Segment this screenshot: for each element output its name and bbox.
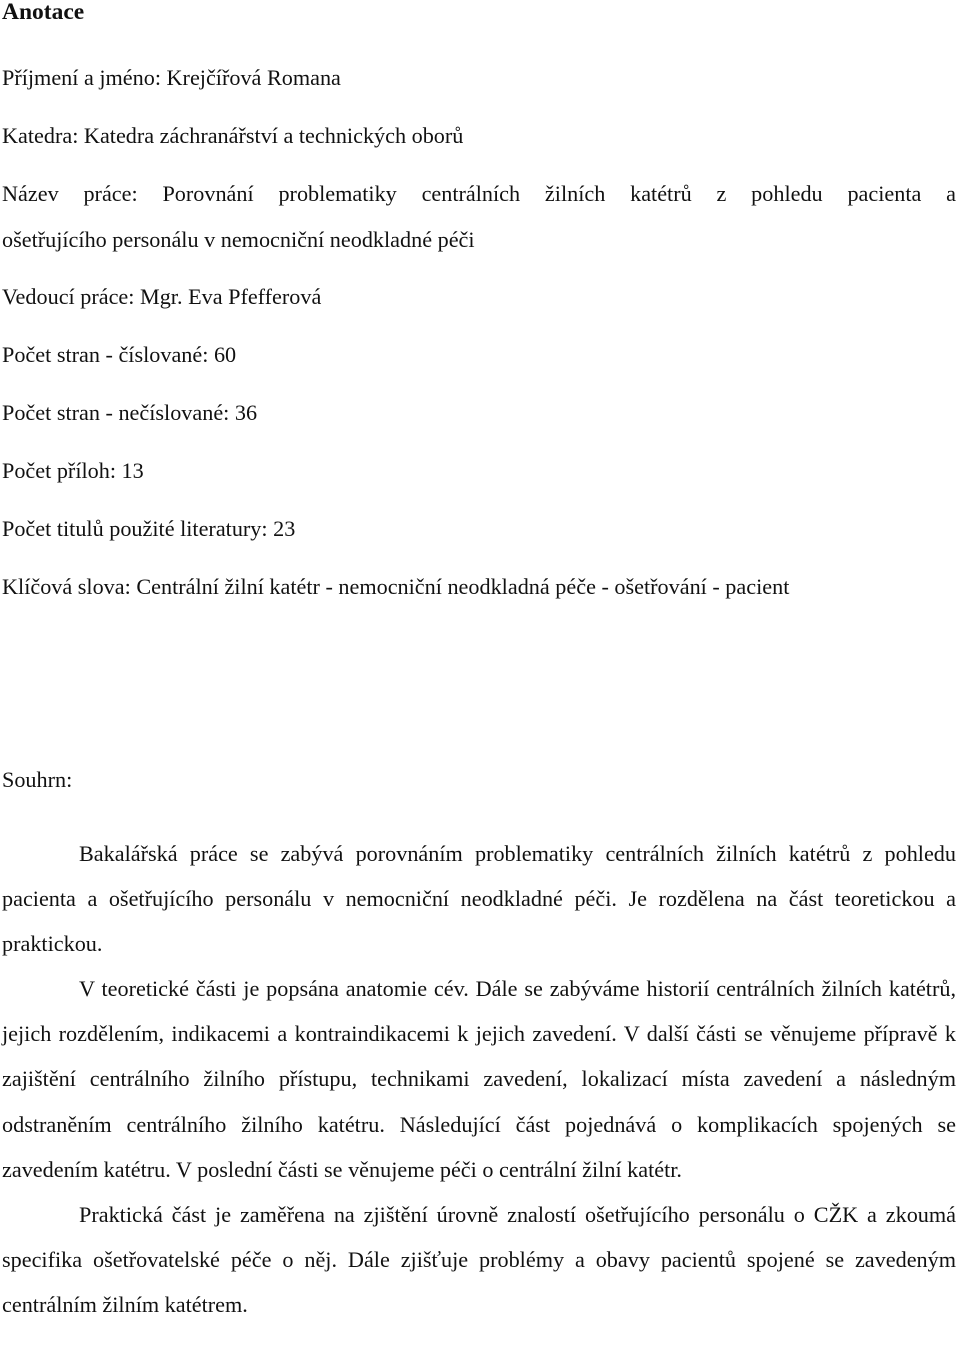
summary-paragraph-1: Bakalářská práce se zabývá porovnáním problematiky centrálních žilních katétrů z pohledu pacienta a ošetřujícího personálu v nemocniční neodkladné péči. Je rozdělena na část teoretickou a praktickou. (2, 841, 956, 957)
summary-label: Souhrn: (2, 767, 73, 792)
thesis-title-line-2: ošetřujícího personálu v nemocniční neodkladné péči (2, 227, 475, 252)
unnumbered-pages-line: Počet stran - nečíslované: 36 (2, 400, 258, 425)
thesis-title-line-1: Název práce: Porovnání problematiky centrálních žilních katétrů z pohledu pacienta a (2, 181, 956, 206)
references-count-line: Počet titulů použité literatury: 23 (2, 516, 296, 541)
summary-body (2, 831, 956, 1327)
numbered-pages-line: Počet stran - číslované: 60 (2, 342, 237, 367)
department-line: Katedra: Katedra záchranářství a technických oborů (2, 123, 464, 148)
keywords-line: Klíčová slova: Centrální žilní katétr - nemocniční neodkladná péče - ošetřování - pacient (2, 574, 790, 599)
summary-paragraph-3: Praktická část je zaměřena na zjištění úrovně znalostí ošetřujícího personálu o CŽK a zkoumá specifika ošetřovatelské péče o něj. Dále zjišťuje problémy a obavy pacientů spojené se zavedeným centrálním žilním katétrem. (2, 1201, 956, 1317)
summary-paragraph-2: V teoretické části je popsána anatomie cév. Dále se zabýváme historií centrálních žilních katétrů, jejich rozdělením, indikacemi a kontraindikacemi k jejich zavedení. V další části se věnujeme přípravě k zajištění centrálního žilního přístupu, technikami zavedení, lokalizací místa zavedení a následným odstraněním centrálního žilního katétru. Následující část pojednává o komplikacích spojených se zavedením katétru. V poslední části se věnujeme péči o centrální žilní katétr. (2, 976, 956, 1182)
attachments-count-line: Počet příloh: 13 (2, 458, 144, 483)
page-title: Anotace (2, 0, 85, 25)
author-line: Příjmení a jméno: Krejčířová Romana (2, 65, 341, 90)
supervisor-line: Vedoucí práce: Mgr. Eva Pfefferová (2, 284, 322, 309)
